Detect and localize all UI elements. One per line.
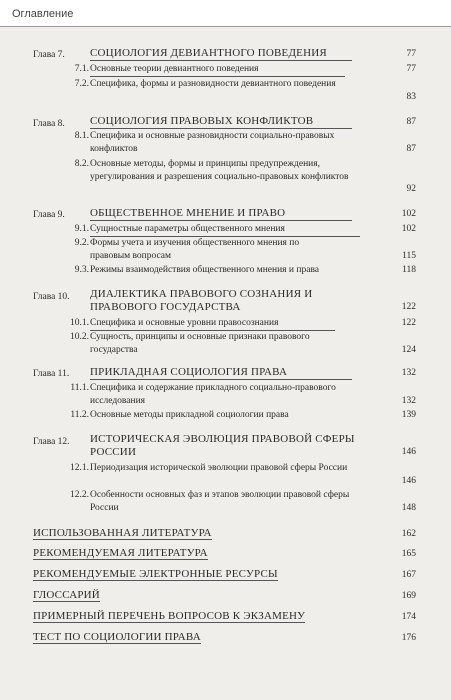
back-matter-page: 169 bbox=[401, 591, 416, 601]
chapter-page: 77 bbox=[406, 49, 416, 59]
section-title: Режимы взаимодействия общественного мнения и права bbox=[90, 265, 320, 275]
back-matter-title: ИСПОЛЬЗОВАННАЯ ЛИТЕРАТУРА bbox=[33, 527, 212, 539]
section-page: 148 bbox=[401, 503, 416, 513]
section-number: 9.3. bbox=[74, 265, 89, 275]
section-number: 11.1. bbox=[70, 383, 89, 393]
section-title: Специфика и содержание прикладного социально-правового исследования bbox=[90, 383, 336, 406]
chapter-title: ПРИКЛАДНАЯ СОЦИОЛОГИЯ ПРАВА bbox=[90, 366, 352, 380]
chapter-title: СОЦИОЛОГИЯ ДЕВИАНТНОГО ПОВЕДЕНИЯ bbox=[90, 47, 352, 61]
chapter-page: 87 bbox=[406, 117, 416, 127]
back-matter-page: 167 bbox=[401, 570, 416, 580]
section-title: Основные методы, формы и принципы предупреждения, урегулирования и разрешения социально-правовых конфликтов bbox=[90, 159, 349, 182]
running-header-title: Оглавление bbox=[12, 8, 74, 20]
chapter-page: 122 bbox=[401, 302, 416, 312]
section-page: 146 bbox=[401, 476, 416, 486]
section-number: 10.1. bbox=[70, 318, 89, 328]
section-title: Специфика, формы и разновидности девиантного поведения bbox=[90, 79, 336, 89]
chapter-label: Глава 12. bbox=[33, 437, 70, 447]
section-title: Специфика и основные разновидности социально-правовых конфликтов bbox=[90, 131, 335, 154]
section-number: 9.1. bbox=[74, 224, 89, 234]
section-title: Формы учета и изучения общественного мнения по правовым вопросам bbox=[90, 238, 300, 261]
chapter-title: СОЦИОЛОГИЯ ПРАВОВЫХ КОНФЛИКТОВ bbox=[90, 115, 352, 129]
chapter-page: 102 bbox=[401, 209, 416, 219]
section-page: 87 bbox=[406, 144, 416, 154]
section-title: Основные методы прикладной социологии права bbox=[90, 410, 289, 420]
back-matter-title: ГЛОССАРИЙ bbox=[33, 589, 100, 601]
section-title: Специфика и основные уровни правосознания bbox=[90, 317, 335, 331]
back-matter-page: 174 bbox=[401, 612, 416, 622]
section-number: 8.2. bbox=[74, 159, 89, 169]
section-number: 7.2. bbox=[74, 79, 89, 89]
section-title: Сущностные параметры общественного мнения bbox=[90, 223, 360, 237]
chapter-label: Глава 9. bbox=[33, 210, 65, 220]
chapter-title: ОБЩЕСТВЕННОЕ МНЕНИЕ И ПРАВО bbox=[90, 207, 352, 221]
section-page: 77 bbox=[406, 64, 416, 74]
section-title: Основные теории девиантного поведения bbox=[90, 63, 345, 77]
chapter-title: ИСТОРИЧЕСКАЯ ЭВОЛЮЦИЯ ПРАВОВОЙ СФЕРЫ РОССИИ bbox=[90, 433, 355, 458]
chapter-label: Глава 7. bbox=[33, 50, 65, 60]
back-matter-page: 176 bbox=[401, 633, 416, 643]
section-page: 118 bbox=[402, 265, 416, 275]
section-title: Сущность, принципы и основные признаки правового государства bbox=[90, 332, 310, 355]
section-number: 10.2. bbox=[70, 332, 89, 342]
section-number: 11.2. bbox=[70, 410, 89, 420]
section-number: 12.2. bbox=[70, 490, 89, 500]
section-page: 83 bbox=[406, 92, 416, 102]
back-matter-title: РЕКОМЕНДУЕМЫЕ ЭЛЕКТРОННЫЕ РЕСУРСЫ bbox=[33, 568, 278, 580]
back-matter-page: 165 bbox=[401, 549, 416, 559]
chapter-label: Глава 10. bbox=[33, 292, 70, 302]
section-page: 139 bbox=[401, 410, 416, 420]
section-page: 122 bbox=[401, 318, 416, 328]
section-title: Особенности основных фаз и этапов эволюции правовой сферы России bbox=[90, 490, 350, 513]
chapter-page: 132 bbox=[401, 368, 416, 378]
back-matter-title: ТЕСТ ПО СОЦИОЛОГИИ ПРАВА bbox=[33, 631, 201, 643]
section-title: Периодизация исторической эволюции правовой сферы России bbox=[90, 463, 348, 473]
section-page: 124 bbox=[401, 345, 416, 355]
section-number: 8.1. bbox=[74, 131, 89, 141]
section-number: 7.1. bbox=[74, 64, 89, 74]
chapter-page: 146 bbox=[401, 447, 416, 457]
chapter-label: Глава 11. bbox=[33, 369, 70, 379]
chapter-title: ДИАЛЕКТИКА ПРАВОВОГО СОЗНАНИЯ И ПРАВОВОГО ГОСУДАРСТВА bbox=[90, 288, 313, 313]
back-matter-title: ПРИМЕРНЫЙ ПЕРЕЧЕНЬ ВОПРОСОВ К ЭКЗАМЕНУ bbox=[33, 610, 306, 622]
section-number: 9.2. bbox=[74, 238, 89, 248]
section-page: 92 bbox=[406, 184, 416, 194]
chapter-label: Глава 8. bbox=[33, 119, 65, 129]
section-page: 115 bbox=[402, 251, 416, 261]
back-matter-title: РЕКОМЕНДУЕМАЯ ЛИТЕРАТУРА bbox=[33, 547, 208, 559]
section-number: 12.1. bbox=[70, 463, 89, 473]
section-page: 102 bbox=[401, 224, 416, 234]
section-page: 132 bbox=[401, 396, 416, 406]
back-matter-page: 162 bbox=[401, 529, 416, 539]
